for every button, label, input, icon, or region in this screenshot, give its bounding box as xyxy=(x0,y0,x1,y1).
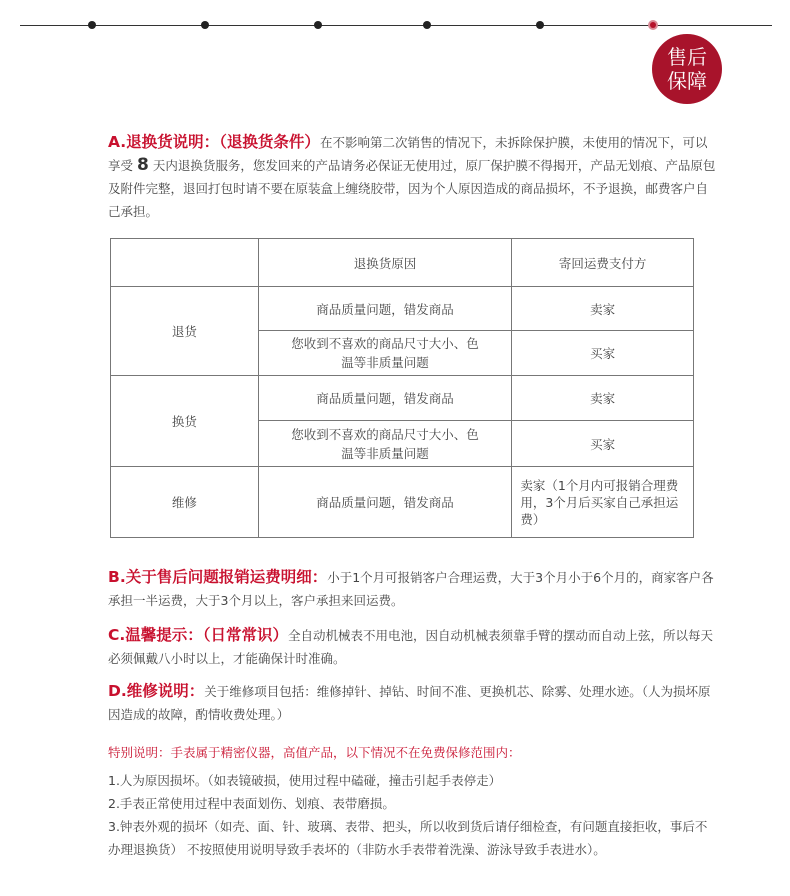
table-row xyxy=(111,287,694,331)
table-corner-cell xyxy=(111,239,259,287)
column-header-payer: 寄回运费支付方 xyxy=(512,239,694,287)
section-a-heading: A.退换货说明：（退换货条件） xyxy=(108,133,320,151)
reason-cell: 您收到不喜欢的商品尺寸大小、色温等非质量问题 xyxy=(258,331,512,376)
section-d-heading: D.维修说明： xyxy=(108,682,205,700)
payer-cell: 卖家（1个月内可报销合理费用，3个月后买家自己承担运费） xyxy=(512,467,694,538)
special-item-3: 3.钟表外观的损坏（如壳、面、针、玻璃、表带、把头，所以收到货后请仔细检查，有问题直接拒收，事后不办理退换货） 不按照使用说明导致手表坏的（非防水手表带着洗澡、游泳导致手表进水）。 xyxy=(108,819,708,857)
badge-line1: 售后 xyxy=(667,45,707,69)
timeline-dot xyxy=(88,21,96,29)
table-header-row xyxy=(111,239,694,287)
section-b-text: 小于1个月可报销客户合理运费，大于3个月小于6个月的，商家客户各承担一半运费，大于3个月以上，客户承担来回运费。 xyxy=(108,570,714,608)
timeline-dot xyxy=(536,21,544,29)
section-d-text: 关于维修项目包括：维修掉针、掉钻、时间不准、更换机芯、除雾、处理水迹。（人为损坏原因造成的故障，酌情收费处理。） xyxy=(108,684,711,722)
return-policy-table xyxy=(110,238,694,538)
column-header-reason: 退换货原因 xyxy=(258,239,512,287)
payer-cell: 卖家 xyxy=(512,376,694,421)
after-sales-badge xyxy=(652,34,722,104)
timeline-dot-active xyxy=(648,20,658,30)
special-item-1: 1.人为原因损坏。（如表镜破损，使用过程中磕碰，撞击引起手表停走） xyxy=(108,773,502,788)
special-item-2: 2.手表正常使用过程中表面划伤、划痕、表带磨损。 xyxy=(108,796,395,811)
row-label-repair: 维修 xyxy=(111,467,259,538)
reason-cell: 您收到不喜欢的商品尺寸大小、色温等非质量问题 xyxy=(258,421,512,467)
section-a xyxy=(108,131,718,223)
reason-cell: 商品质量问题，错发商品 xyxy=(258,467,512,538)
timeline-dot xyxy=(314,21,322,29)
section-a-text-before: 在不影响第二次销售的情况下，未拆除保护膜，未使用的情况下，可以享受 xyxy=(108,135,708,173)
timeline-dot xyxy=(201,21,209,29)
section-c-text: 全自动机械表不用电池，因自动机械表须靠手臂的摆动而自动上弦，所以每天必须佩戴八小时以上，才能确保计时准确。 xyxy=(108,628,714,666)
days-number: 8 xyxy=(137,155,149,175)
special-notice-title: 特别说明：手表属于精密仪器，高值产品，以下情况不在免费保修范围内： xyxy=(108,745,521,760)
section-d xyxy=(108,680,718,726)
section-c-heading: C.温馨提示：（日常常识） xyxy=(108,626,289,644)
reason-cell: 商品质量问题，错发商品 xyxy=(258,376,512,421)
section-c xyxy=(108,624,718,670)
payer-cell: 买家 xyxy=(512,421,694,467)
table-row xyxy=(111,467,694,538)
row-label-return: 退货 xyxy=(111,287,259,376)
reason-cell: 商品质量问题，错发商品 xyxy=(258,287,512,331)
timeline-line xyxy=(20,25,772,26)
payer-cell: 买家 xyxy=(512,331,694,376)
table-row xyxy=(111,376,694,421)
timeline-dot xyxy=(423,21,431,29)
section-b-heading: B.关于售后问题报销运费明细： xyxy=(108,568,328,586)
payer-cell: 卖家 xyxy=(512,287,694,331)
row-label-exchange: 换货 xyxy=(111,376,259,467)
section-b xyxy=(108,566,718,612)
section-a-text-after: 天内退换货服务，您发回来的产品请务必保证无使用过，原厂保护膜不得揭开，产品无划痕、产品原包及附件完整，退回打包时请不要在原装盒上缠绕胶带，因为个人原因造成的商品损坏，不予退换，邮费客户自己承担。 xyxy=(108,158,716,219)
badge-line2: 保障 xyxy=(667,69,707,93)
